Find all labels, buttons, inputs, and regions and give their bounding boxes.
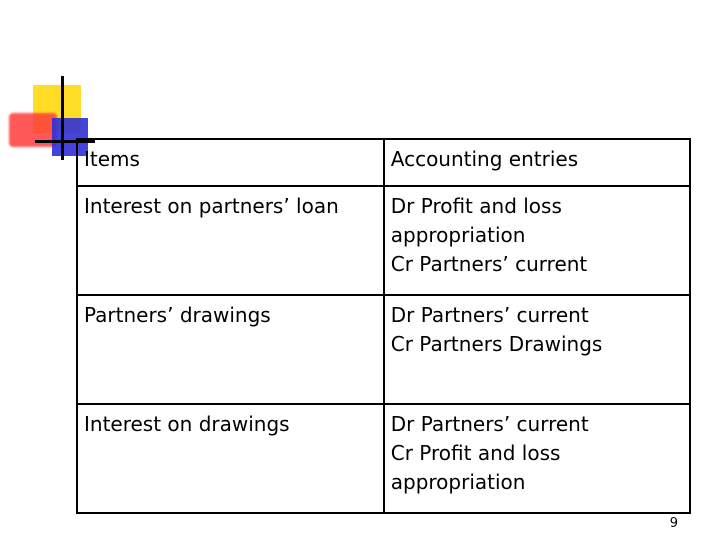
entry-line: Cr Partners Drawings <box>390 332 603 356</box>
entry-cell <box>384 404 690 513</box>
entry-line: Dr Profit and loss <box>390 194 562 218</box>
accounting-entries-table <box>76 138 691 514</box>
entry-cell <box>384 186 690 295</box>
header-items: Items <box>77 139 384 186</box>
logo-vertical-line <box>61 76 64 160</box>
item-cell: Interest on drawings <box>77 404 384 513</box>
entry-line: Dr Partners’ current <box>390 412 589 436</box>
entry-line: Dr Partners’ current <box>390 303 589 327</box>
entry-cell <box>384 295 690 404</box>
item-cell: Interest on partners’ loan <box>77 186 384 295</box>
entry-line: Cr Partners’ current <box>390 252 588 276</box>
entry-line: appropriation <box>390 470 526 494</box>
table-row <box>77 404 690 513</box>
item-cell: Partners’ drawings <box>77 295 384 404</box>
entry-line: Cr Profit and loss <box>390 441 561 465</box>
table-row <box>77 295 690 404</box>
table-row <box>77 186 690 295</box>
header-accounting-entries: Accounting entries <box>384 139 690 186</box>
entry-line: appropriation <box>390 223 526 247</box>
page-number: 9 <box>669 516 678 531</box>
table-header-row <box>77 139 690 186</box>
